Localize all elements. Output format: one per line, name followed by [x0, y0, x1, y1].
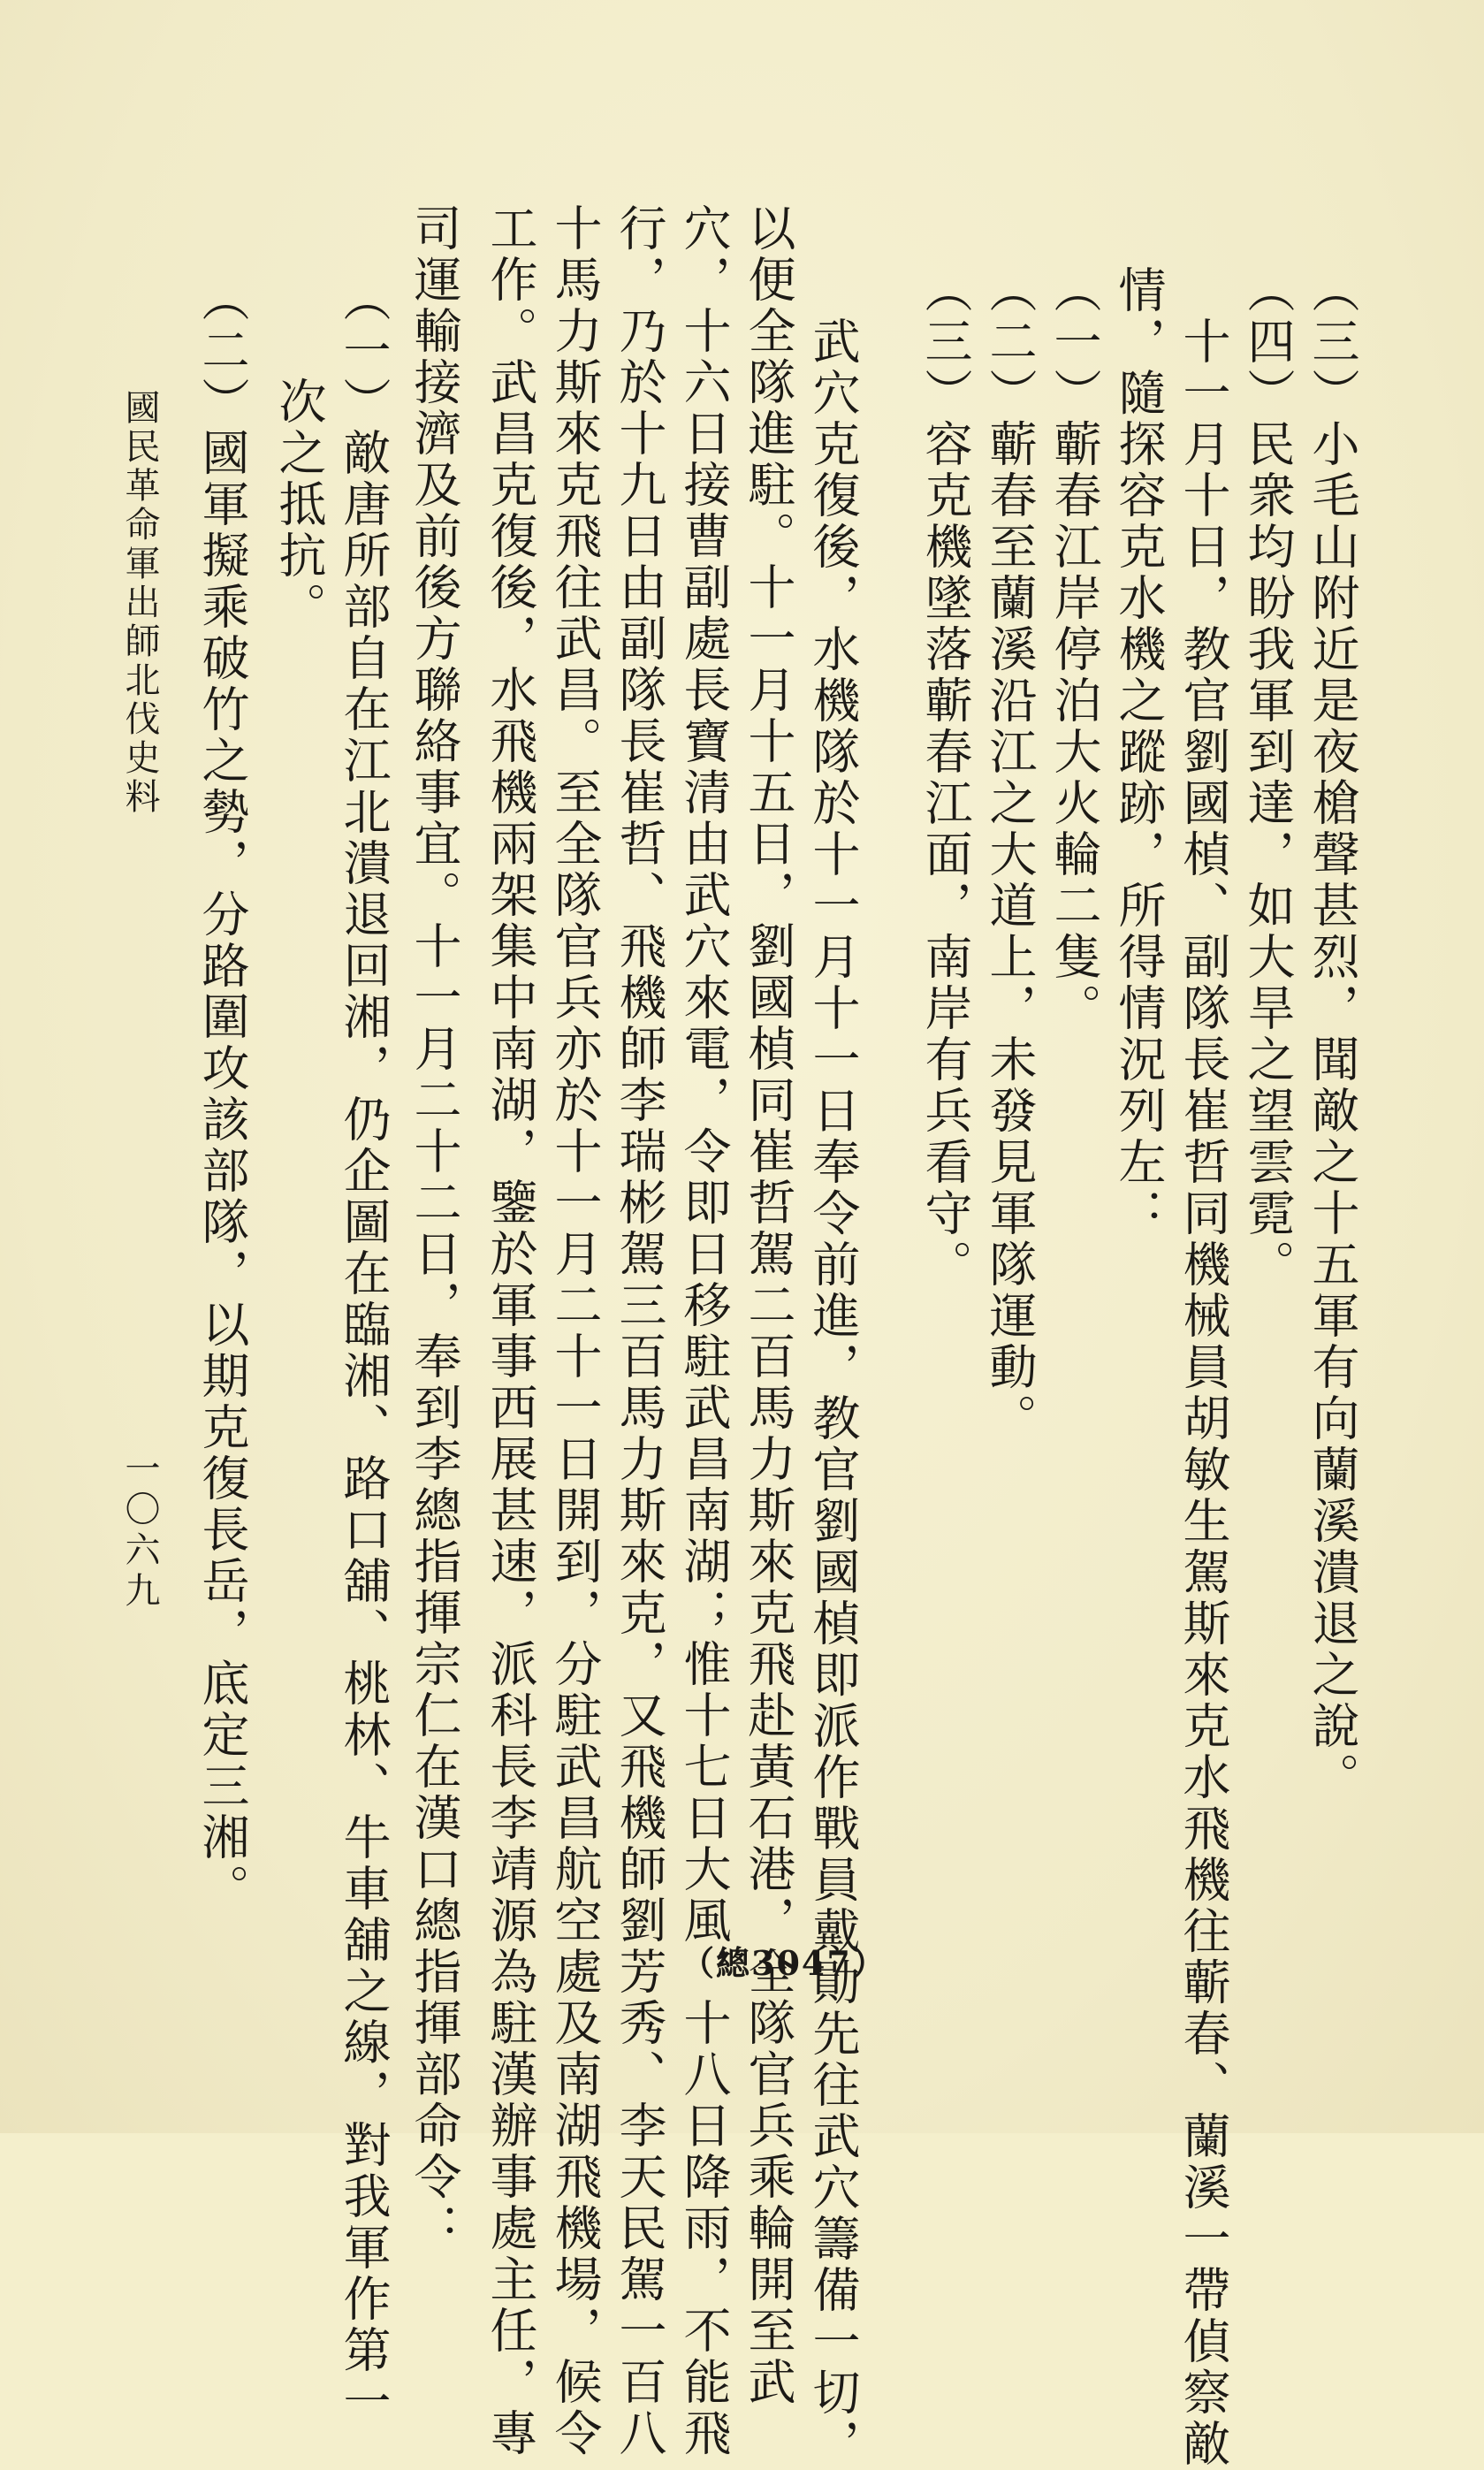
- page-number: 一〇六九: [119, 1450, 160, 1612]
- text-column: 情，隨探容克水機之蹤跡，所得情況列左：: [1111, 265, 1167, 1239]
- total-page-number: （總3047）: [681, 1943, 887, 1983]
- text-column: 以便全隊進駐。十一月十五日，劉國楨同崔哲駕二百馬力斯來克飛赴黃石港，全隊官兵乘輪開至武: [741, 203, 796, 2408]
- text-column: （三）容克機墜落蘄春江面，南岸有兵看守。: [917, 265, 973, 1291]
- text-column: （一）敵唐所部自在江北潰退回湘，仍企圖在臨湘、路口舖、桃林、牛車舖之線，對我軍作第一: [336, 274, 392, 2428]
- text-column: 司運輸接濟及前後方聯絡事宜。十一月二十二日，奉到李總指揮宗仁在漢口總指揮部命令：: [407, 203, 462, 2254]
- text-column: （二）國軍擬乘破竹之勢，分路圍攻該部隊，以期克復長岳，底定三湘。: [194, 274, 250, 1915]
- text-column: （一）蘄春江岸停泊大火輪二隻。: [1046, 265, 1102, 1034]
- text-column: 行，乃於十九日由副隊長崔哲、飛機師李瑞彬駕三百馬力斯來克，又飛機師劉芳秀、李天民駕一百八: [612, 203, 667, 2459]
- text-column: 十馬力斯來克飛往武昌。至全隊官兵亦於十一月二十一日開到，分駐武昌航空處及南湖飛機場，候令: [547, 203, 603, 2459]
- text-column: （三）小毛山附近是夜槍聲甚烈，聞敵之十五軍有向蘭溪潰退之說。: [1305, 265, 1360, 1803]
- text-column: 十一月十日，教官劉國楨、副隊長崔哲同機械員胡敏生駕斯來克水飛機往蘄春、蘭溪一帶偵察敵: [1176, 265, 1231, 2470]
- text-column: （二）蘄春至蘭溪沿江之大道上，未發見軍隊運動。: [982, 265, 1038, 1445]
- text-column: （四）民衆均盼我軍到達，如大旱之望雲霓。: [1240, 265, 1296, 1291]
- text-column: 次之抵抗。: [271, 274, 327, 633]
- running-title: 國民革命軍出師北伐史料: [119, 389, 160, 817]
- text-column: 工作。武昌克復後，水飛機兩架集中南湖，鑒於軍事西展甚速，派科長李靖源為駐漢辦事處主任，專: [483, 203, 538, 2459]
- text-column: 穴，十六日接曹副處長寶清由武穴來電，令即日移駐武昌南湖；惟十七日大風，十八日降雨，不能飛: [676, 203, 732, 2459]
- text-column: 武穴克復後，水機隊於十一月十一日奉令前進，教官劉國楨即派作戰員戴勛先往武穴籌備一切，: [805, 265, 861, 2470]
